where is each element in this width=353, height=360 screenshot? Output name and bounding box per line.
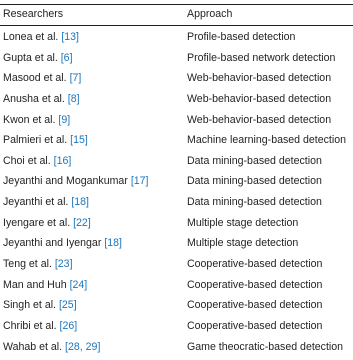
approach-cell: Cooperative-based detection [187, 319, 323, 332]
approach-cell: Cooperative-based detection [187, 258, 323, 271]
table-row [0, 48, 353, 69]
researcher-cell [3, 192, 89, 213]
reference-link[interactable]: [15] [70, 134, 88, 147]
reference-link[interactable]: [6] [60, 51, 73, 64]
researcher-name: Anusha et al. [3, 92, 65, 105]
researcher-cell [3, 110, 70, 131]
table-row [0, 233, 353, 254]
reference-link[interactable]: [18] [71, 196, 89, 209]
table-row [0, 68, 353, 89]
reference-link[interactable]: [24] [69, 278, 88, 291]
researcher-name: Masood et al. [3, 72, 67, 85]
researcher-name: Jeyanthi and Iyengar [3, 237, 102, 250]
reference-link[interactable]: [9] [58, 113, 71, 126]
researcher-name: Jeyanthi and Mogankumar [3, 175, 128, 188]
table-row [0, 316, 353, 337]
approach-cell: Data mining-based detection [187, 196, 322, 209]
researcher-cell [3, 254, 73, 275]
table-row [0, 192, 353, 213]
approach-cell: Data mining-based detection [187, 175, 322, 188]
researcher-cell [3, 233, 122, 254]
header-approach: Approach [187, 8, 233, 20]
approach-cell: Cooperative-based detection [187, 299, 323, 312]
researcher-name: Wahab et al. [3, 340, 63, 353]
researcher-name: Man and Huh [3, 278, 67, 291]
researcher-cell [3, 337, 100, 358]
table-row [0, 254, 353, 275]
researcher-name: Jeyanthi et al. [3, 196, 69, 209]
header-researchers: Researchers [3, 8, 64, 20]
reference-link[interactable]: [28, 29] [65, 340, 101, 353]
table-row [0, 130, 353, 151]
approach-cell: Game theocratic-based detection [187, 340, 344, 353]
researcher-cell [3, 151, 71, 172]
approach-cell: Multiple stage detection [187, 237, 299, 250]
table-header-rule [0, 25, 353, 26]
approach-cell: Data mining-based detection [187, 154, 322, 167]
researcher-cell [3, 68, 81, 89]
table-row [0, 171, 353, 192]
researcher-cell [3, 27, 79, 48]
table-row [0, 295, 353, 316]
approach-cell: Machine learning-based detection [187, 134, 347, 147]
table-row [0, 337, 353, 358]
approach-cell: Web-behavior-based detection [187, 113, 332, 126]
table-top-rule [0, 4, 353, 5]
researcher-name: Teng et al. [3, 258, 52, 271]
reference-link[interactable]: [25] [58, 299, 77, 312]
table-row [0, 27, 353, 48]
reference-link[interactable]: [7] [69, 72, 82, 85]
researcher-cell [3, 171, 148, 192]
researcher-name: Kwon et al. [3, 113, 56, 126]
researcher-name: Lonea et al. [3, 31, 59, 43]
reference-link[interactable]: [13] [61, 31, 79, 43]
reference-link[interactable]: [18] [104, 237, 122, 250]
researcher-name: Palmieri et al. [3, 134, 68, 147]
researcher-cell [3, 316, 77, 337]
researcher-name: Iyengare et al. [3, 216, 71, 229]
researcher-cell [3, 275, 87, 296]
approach-cell: Web-behavior-based detection [187, 92, 332, 105]
reference-link[interactable]: [16] [53, 154, 72, 167]
table-row [0, 151, 353, 172]
table-body [0, 27, 353, 357]
researcher-cell [3, 295, 77, 316]
reference-link[interactable]: [22] [73, 216, 91, 229]
approach-cell: Profile-based detection [187, 31, 296, 43]
table-row [0, 110, 353, 131]
researcher-name: Gupta et al. [3, 51, 58, 64]
reference-link[interactable]: [8] [67, 92, 80, 105]
approach-cell: Web-behavior-based detection [187, 72, 332, 85]
approach-cell: Multiple stage detection [187, 216, 299, 229]
table-row [0, 275, 353, 296]
reference-link[interactable]: [26] [59, 319, 78, 332]
researcher-cell [3, 130, 88, 151]
table-header-row [0, 7, 353, 25]
table-row [0, 89, 353, 110]
reference-link[interactable]: [23] [54, 258, 73, 271]
approach-cell: Profile-based network detection [187, 51, 336, 64]
researcher-cell [3, 48, 73, 69]
researcher-cell [3, 89, 80, 110]
reference-link[interactable]: [17] [130, 175, 149, 188]
researcher-name: Singh et al. [3, 299, 57, 312]
researcher-name: Choi et al. [3, 154, 51, 167]
researcher-name: Chribi et al. [3, 319, 57, 332]
researcher-cell [3, 213, 91, 234]
table-row [0, 213, 353, 234]
approach-cell: Cooperative-based detection [187, 278, 323, 291]
